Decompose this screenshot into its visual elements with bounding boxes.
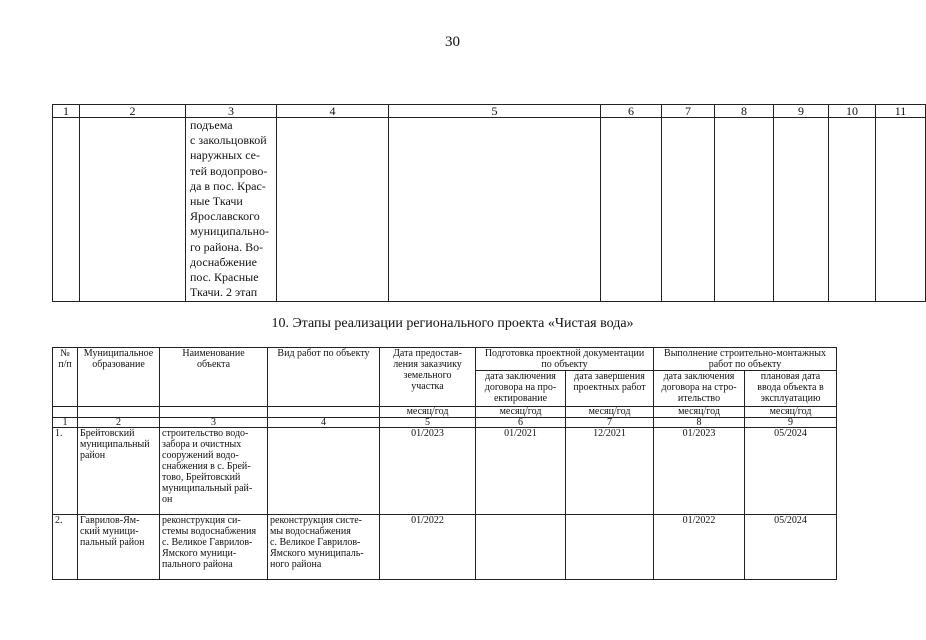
table-row xyxy=(53,428,837,515)
unit-label: месяц/год xyxy=(476,407,566,418)
header-design-end: дата завершения проектных работ xyxy=(566,371,654,407)
build-plan-cell: 05/2024 xyxy=(745,428,837,515)
build-contract-cell: 01/2023 xyxy=(654,428,745,515)
municipality-cell: Гаврилов-Ям- ский муници- пальный район xyxy=(78,515,160,580)
header-build-contract: дата заключения договора на стро- ительство xyxy=(654,371,745,407)
col-number: 2 xyxy=(78,418,160,428)
col-number: 3 xyxy=(186,105,277,118)
col-number: 7 xyxy=(566,418,654,428)
col-number: 4 xyxy=(268,418,380,428)
design-end-cell xyxy=(566,515,654,580)
col-number: 3 xyxy=(160,418,268,428)
page-number: 30 xyxy=(445,34,460,50)
unit-label: месяц/год xyxy=(745,407,837,418)
col-number: 6 xyxy=(476,418,566,428)
design-contract-cell: 01/2021 xyxy=(476,428,566,515)
header-design-contract: дата заключения договора на про- ектирование xyxy=(476,371,566,407)
header-number: № п/п xyxy=(53,348,78,407)
municipality-cell: Брейтовский муниципальный район xyxy=(78,428,160,515)
design-end-cell: 12/2021 xyxy=(566,428,654,515)
object-name-cell: реконструкция си- стемы водоснабжения с. Великое Гаврилов- Ямского муници- пального района xyxy=(160,515,268,580)
col-number: 5 xyxy=(380,418,476,428)
unit-row xyxy=(53,407,837,418)
row-number: 2. xyxy=(53,515,78,580)
land-date-cell: 01/2023 xyxy=(380,428,476,515)
column-number-row xyxy=(53,105,926,118)
col-number: 8 xyxy=(715,105,774,118)
header-land-date: Дата предостав- ления заказчику земельного участка xyxy=(380,348,476,407)
col-number: 9 xyxy=(745,418,837,428)
work-type-cell xyxy=(268,428,380,515)
build-plan-cell: 05/2024 xyxy=(745,515,837,580)
header-municipality: Муниципальное образование xyxy=(78,348,160,407)
land-date-cell: 01/2022 xyxy=(380,515,476,580)
col-number: 2 xyxy=(80,105,186,118)
row-number: 1. xyxy=(53,428,78,515)
header-work-type: Вид работ по объекту xyxy=(268,348,380,407)
header-build-plan: плановая дата ввода объекта в эксплуатацию xyxy=(745,371,837,407)
header-row xyxy=(53,348,837,371)
table-row xyxy=(53,515,837,580)
col-number: 4 xyxy=(277,105,389,118)
object-name-cell: строительство водо- забора и очистных сооружений водо- снабжения в с. Брей- тово, Брейтовский муниципальный рай- он xyxy=(160,428,268,515)
object-name-cell: подъема с закольцовкой наружных се- тей водопрово- да в пос. Крас- ные Ткачи Ярославского муниципально- го района. Во- доснабжение пос. Красные Ткачи. 2 этап xyxy=(186,118,277,302)
section-title: 10. Этапы реализации регионального проекта «Чистая вода» xyxy=(271,316,634,331)
col-number: 7 xyxy=(662,105,715,118)
build-contract-cell: 01/2022 xyxy=(654,515,745,580)
work-type-cell: реконструкция систе- мы водоснабжения с. Великое Гаврилов- Ямского муниципаль- ного района xyxy=(268,515,380,580)
col-number: 1 xyxy=(53,105,80,118)
col-number: 9 xyxy=(774,105,829,118)
stages-table xyxy=(52,347,837,580)
header-construction: Выполнение строительно-монтажных работ по объекту xyxy=(654,348,837,371)
col-number: 11 xyxy=(876,105,926,118)
column-number-row xyxy=(53,418,837,428)
design-contract-cell xyxy=(476,515,566,580)
unit-label: месяц/год xyxy=(566,407,654,418)
unit-label: месяц/год xyxy=(654,407,745,418)
col-number: 1 xyxy=(53,418,78,428)
unit-label: месяц/год xyxy=(380,407,476,418)
col-number: 10 xyxy=(829,105,876,118)
table-row xyxy=(53,118,926,302)
col-number: 8 xyxy=(654,418,745,428)
col-number: 6 xyxy=(601,105,662,118)
header-object-name: Наименование объекта xyxy=(160,348,268,407)
header-design: Подготовка проектной документации по объекту xyxy=(476,348,654,371)
col-number: 5 xyxy=(389,105,601,118)
continued-table xyxy=(52,104,926,302)
